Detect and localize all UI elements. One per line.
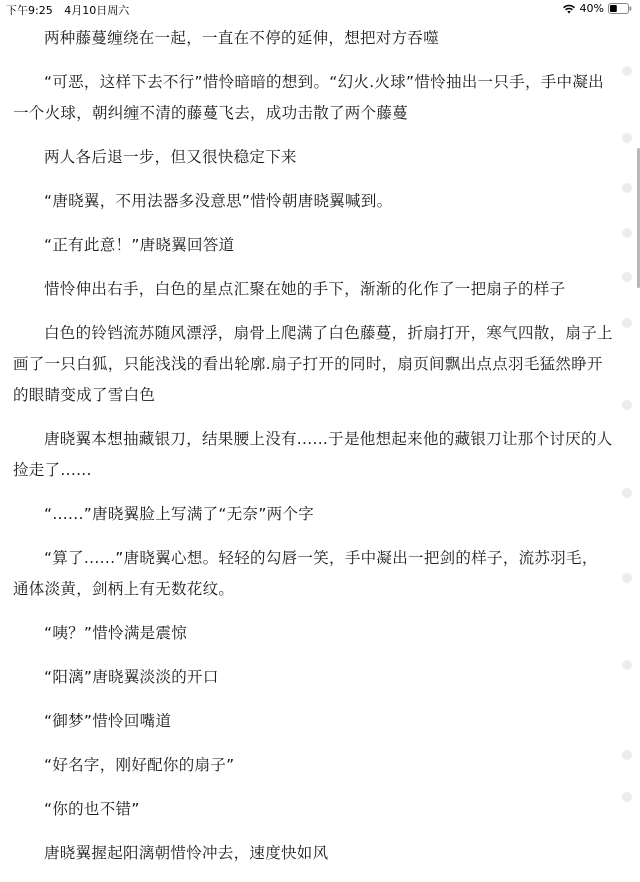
page-dot[interactable] [622,400,632,410]
paragraph: “正有此意！”唐晓翼回答道 [44,236,235,254]
paragraph: 两种藤蔓缠绕在一起，一直在不停的延伸，想把对方吞噬 [44,29,440,47]
page-dot[interactable] [622,660,632,670]
paragraph: “唐晓翼，不用法器多没意思”惜怜朝唐晓翼喊到。 [44,192,393,210]
page-indicator [622,0,632,853]
page-dot[interactable] [622,272,632,282]
paragraph: 白色的铃铛流苏随风漂浮，扇骨上爬满了白色藤蔓，折扇打开，寒气四散，扇子上画了一只白狐，只能浅浅的看出轮廓.扇子打开的同时，扇页间飘出点点羽毛猛然睁开的眼睛变成了雪白色 [13,324,613,404]
paragraph: 唐晓翼本想抽藏银刀，结果腰上没有......于是他想起来他的藏银刀让那个讨厌的人捡走了...... [13,430,613,479]
paragraph: “阳漓”唐晓翼淡淡的开口 [44,668,219,686]
page-dot[interactable] [622,750,632,760]
paragraph: 惜怜伸出右手，白色的星点汇聚在她的手下，渐渐的化作了一把扇子的样子 [44,280,566,298]
page-dot[interactable] [622,573,632,583]
page-dot[interactable] [622,133,632,143]
paragraph: “算了......”唐晓翼心想。轻轻的勾唇一笑，手中凝出一把剑的样子，流苏羽毛，通体淡黄，剑柄上有无数花纹。 [13,549,598,598]
paragraph: “......”唐晓翼脸上写满了“无奈”两个字 [44,505,315,523]
status-bar [0,0,640,18]
paragraph: “可恶，这样下去不行”惜怜暗暗的想到。“幻火.火球”惜怜抽出一只手，手中凝出一个火球，朝纠缠不清的藤蔓飞去，成功击散了两个藤蔓 [13,73,604,122]
paragraph: “咦？”惜怜满是震惊 [44,624,188,642]
page-dot[interactable] [622,66,632,76]
status-time: 下午9:25 [6,4,53,17]
page-dot[interactable] [622,318,632,328]
status-date: 4月10日周六 [64,4,130,17]
wifi-icon [562,4,576,14]
paragraph: “你的也不错” [44,800,140,818]
paragraph: 两人各后退一步，但又很快稳定下来 [44,148,297,166]
page-dot[interactable] [622,183,632,193]
page-dot[interactable] [622,488,632,498]
battery-percent: 40% [579,2,604,15]
page-dot[interactable] [622,792,632,802]
paragraph: 唐晓翼握起阳漓朝惜怜冲去，速度快如风 [44,844,329,862]
status-left [6,2,137,18]
paragraph: “好名字，刚好配你的扇子” [44,756,235,774]
page-dot[interactable] [622,228,632,238]
paragraph: “御梦”惜怜回嘴道 [44,712,172,730]
reader-content [13,23,613,882]
